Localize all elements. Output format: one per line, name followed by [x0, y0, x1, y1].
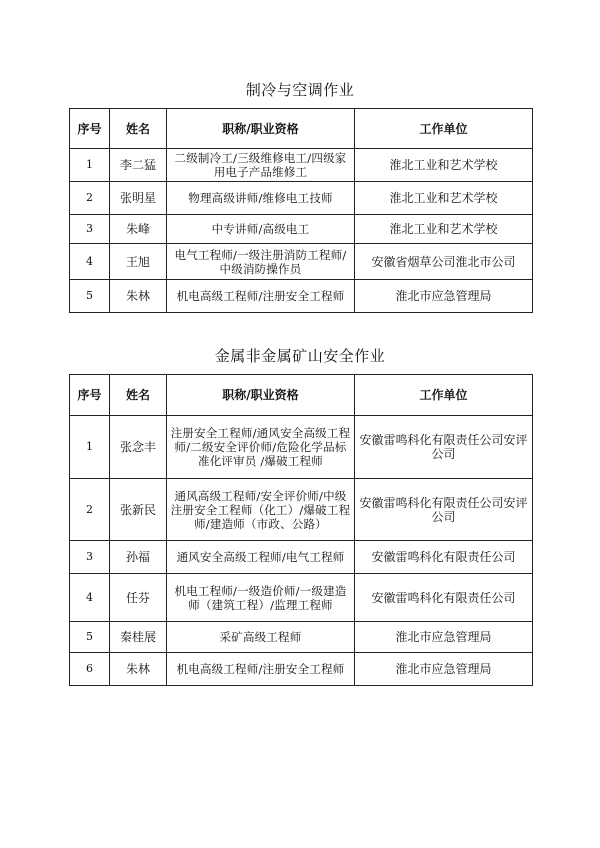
person-name: 任芬 [110, 574, 167, 622]
column-header-unit: 工作单位 [355, 109, 533, 149]
work-unit-cell: 安徽雷鸣科化有限责任公司安评公司 [355, 416, 533, 479]
mining-examiner-table [69, 374, 533, 686]
table-row [70, 416, 533, 479]
qualification-cell: 采矿高级工程师 [167, 622, 355, 653]
row-number: 6 [70, 653, 110, 686]
row-number: 4 [70, 574, 110, 622]
person-name: 孙福 [110, 541, 167, 574]
person-name: 李二猛 [110, 149, 167, 182]
row-number: 5 [70, 280, 110, 313]
column-header-qualification: 职称/职业资格 [167, 109, 355, 149]
table-row [70, 149, 533, 182]
table-row [70, 280, 533, 313]
refrigeration-examiner-table [69, 108, 533, 313]
person-name: 张念丰 [110, 416, 167, 479]
qualification-cell: 通风高级工程师/安全评价师/中级注册安全工程师（化工）/爆破工程师/建造师（市政、公路） [167, 479, 355, 541]
table-row [70, 215, 533, 244]
table-header-row [70, 375, 533, 416]
person-name: 张新民 [110, 479, 167, 541]
person-name: 朱林 [110, 653, 167, 686]
qualification-cell: 电气工程师/一级注册消防工程师/中级消防操作员 [167, 244, 355, 280]
qualification-cell: 机电工程师/一级造价师/一级建造师（建筑工程）/监理工程师 [167, 574, 355, 622]
work-unit-cell: 淮北工业和艺术学校 [355, 215, 533, 244]
person-name: 朱林 [110, 280, 167, 313]
work-unit-cell: 淮北市应急管理局 [355, 653, 533, 686]
work-unit-cell: 淮北市应急管理局 [355, 622, 533, 653]
row-number: 2 [70, 182, 110, 215]
table-row [70, 574, 533, 622]
table-row [70, 244, 533, 280]
column-header-name: 姓名 [110, 375, 167, 416]
qualification-cell: 二级制冷工/三级维修电工/四级家用电子产品维修工 [167, 149, 355, 182]
row-number: 1 [70, 149, 110, 182]
person-name: 朱峰 [110, 215, 167, 244]
work-unit-cell: 安徽雷鸣科化有限责任公司安评公司 [355, 479, 533, 541]
qualification-cell: 通风安全高级工程师/电气工程师 [167, 541, 355, 574]
work-unit-cell: 安徽雷鸣科化有限责任公司 [355, 541, 533, 574]
row-number: 5 [70, 622, 110, 653]
row-number: 3 [70, 541, 110, 574]
row-number: 1 [70, 416, 110, 479]
person-name: 张明星 [110, 182, 167, 215]
column-header-unit: 工作单位 [355, 375, 533, 416]
column-header-qualification: 职称/职业资格 [167, 375, 355, 416]
column-header-no: 序号 [70, 375, 110, 416]
qualification-cell: 机电高级工程师/注册安全工程师 [167, 280, 355, 313]
work-unit-cell: 淮北工业和艺术学校 [355, 149, 533, 182]
work-unit-cell: 安徽省烟草公司淮北市公司 [355, 244, 533, 280]
work-unit-cell: 淮北市应急管理局 [355, 280, 533, 313]
qualification-cell: 注册安全工程师/通风安全高级工程师/二级安全评价师/危险化学品标准化评审员 /爆破工程师 [167, 416, 355, 479]
row-number: 2 [70, 479, 110, 541]
qualification-cell: 机电高级工程师/注册安全工程师 [167, 653, 355, 686]
row-number: 4 [70, 244, 110, 280]
work-unit-cell: 安徽雷鸣科化有限责任公司 [355, 574, 533, 622]
row-number: 3 [70, 215, 110, 244]
qualification-cell: 中专讲师/高级电工 [167, 215, 355, 244]
qualification-cell: 物理高级讲师/维修电工技师 [167, 182, 355, 215]
person-name: 秦桂展 [110, 622, 167, 653]
work-unit-cell: 淮北工业和艺术学校 [355, 182, 533, 215]
column-header-name: 姓名 [110, 109, 167, 149]
section-title-refrigeration: 制冷与空调作业 [245, 81, 355, 99]
person-name: 王旭 [110, 244, 167, 280]
column-header-no: 序号 [70, 109, 110, 149]
table-row [70, 653, 533, 686]
table-header-row [70, 109, 533, 149]
table-row [70, 182, 533, 215]
table-row [70, 479, 533, 541]
section-title-mining: 金属非金属矿山安全作业 [214, 347, 386, 365]
table-row [70, 541, 533, 574]
table-row [70, 622, 533, 653]
